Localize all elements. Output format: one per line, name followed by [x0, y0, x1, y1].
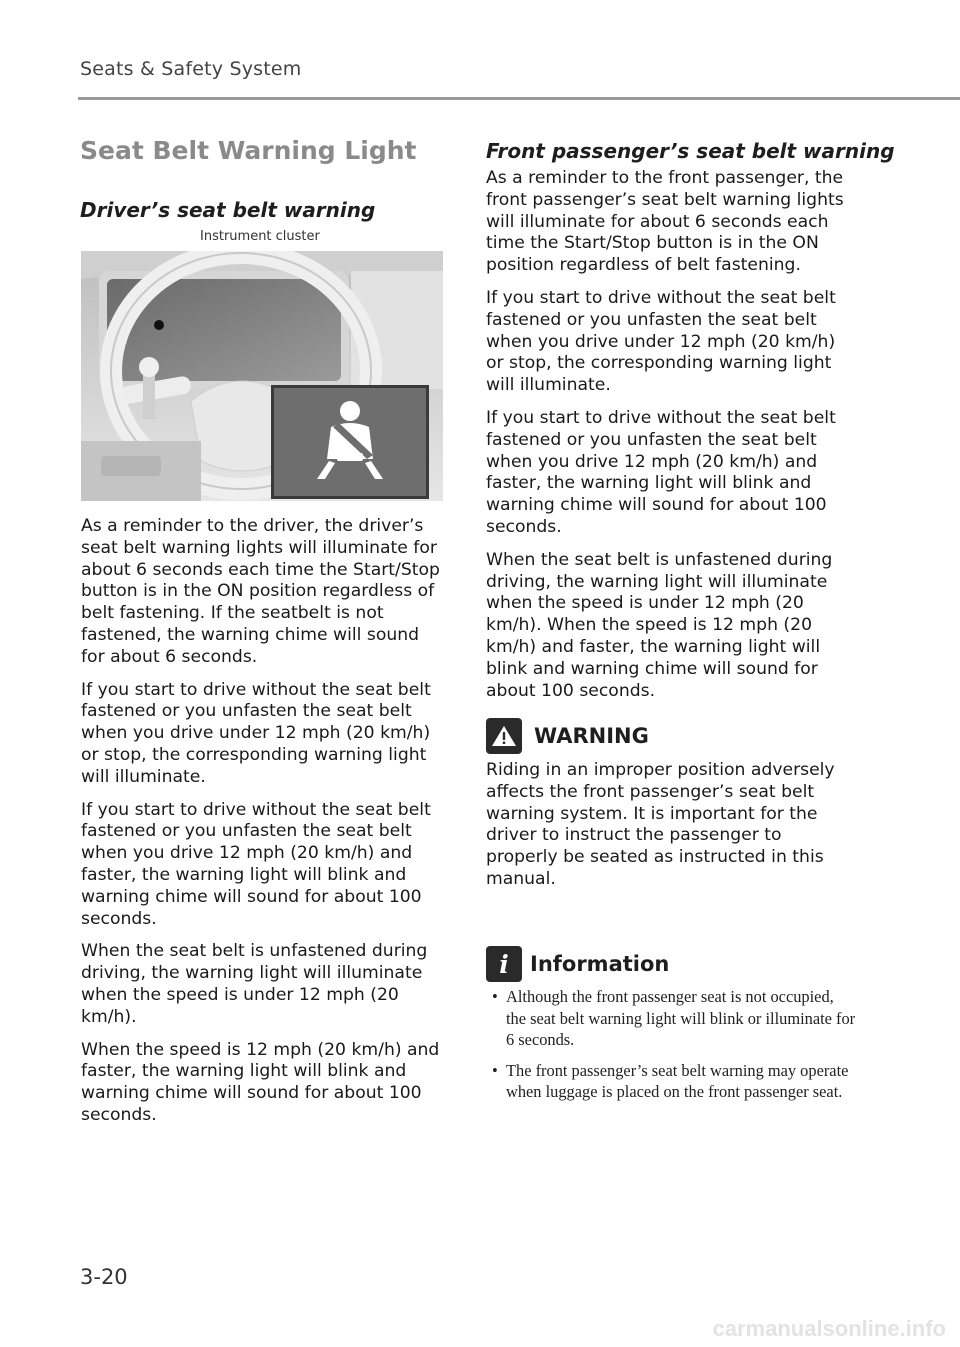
- list-item: • Although the front passenger seat is not occupied, the seat belt warning light will blink or illuminate for 6 seconds.: [492, 987, 856, 1049]
- list-item: • The front passenger’s seat belt warning may operate when luggage is placed on the front passenger seat.: [492, 1060, 849, 1101]
- running-header: Seats & Safety System: [80, 58, 302, 80]
- warning-label: WARNING: [534, 724, 649, 748]
- watermark: carmanualsonline.info: [712, 1316, 946, 1341]
- paragraph: When the seat belt is unfastened during driving, the warning light will illuminate when the speed is under 12 mph (20 km/h). When the speed is 12 mph (20 km/h) and faster, the warning light will blink and warning chime will sound for about 100 seconds.: [486, 549, 833, 701]
- paragraph: Riding in an improper position adversely affects the front passenger’s seat belt warning system. It is important for the driver to instruct the passenger to properly be seated as instructed in this manual.: [486, 760, 835, 889]
- passenger-body-text: [486, 168, 850, 713]
- warning-heading: [486, 718, 649, 754]
- figure-caption: Instrument cluster: [200, 229, 320, 244]
- warning-text: [486, 760, 850, 902]
- paragraph: If you start to drive without the seat belt fastened or you unfasten the seat belt when you drive under 12 mph (20 km/h) or stop, the corresponding warning light will illuminate.: [81, 679, 431, 787]
- paragraph: When the speed is 12 mph (20 km/h) and faster, the warning light will blink and warning chime will sound for about 100 seconds.: [81, 1039, 440, 1125]
- header-divider: [78, 97, 960, 100]
- warning-triangle-icon: [486, 718, 522, 754]
- passenger-subsection-title: Front passenger’s seat belt warning: [486, 139, 895, 163]
- instrument-cluster-image: [81, 251, 443, 501]
- section-title: Seat Belt Warning Light: [80, 136, 417, 165]
- paragraph: If you start to drive without the seat belt fastened or you unfasten the seat belt when you drive 12 mph (20 km/h) and faster, the warning light will blink and warning chime will sound for about 100 seconds.: [81, 799, 431, 929]
- driver-body-text: [81, 516, 443, 1138]
- information-list: [486, 986, 856, 1112]
- information-label: Information: [530, 952, 670, 976]
- paragraph: If you start to drive without the seat belt fastened or you unfasten the seat belt when you drive under 12 mph (20 km/h) or stop, the corresponding warning light will illuminate.: [486, 287, 836, 396]
- driver-subsection-title: Driver’s seat belt warning: [80, 198, 376, 222]
- page-number: 3-20: [80, 1265, 128, 1289]
- paragraph: When the seat belt is unfastened during driving, the warning light will illuminate when the speed is under 12 mph (20 km/h).: [81, 941, 428, 1027]
- information-heading: [486, 946, 669, 982]
- paragraph: If you start to drive without the seat belt fastened or you unfasten the seat belt when you drive 12 mph (20 km/h) and faster, the warning light will blink and warning chime will sound for about 100 seconds.: [486, 407, 836, 537]
- paragraph: As a reminder to the front passenger, the front passenger’s seat belt warning lights will illuminate for about 6 seconds each time the Start/Stop button is in the ON position regardless of belt fastening.: [486, 168, 844, 276]
- paragraph: As a reminder to the driver, the driver’s seat belt warning lights will illuminate for about 6 seconds each time the Start/Stop button is in the ON position regardless of belt fastening. If the seatbelt is not fastened, the warning chime will sound for about 6 seconds.: [81, 516, 440, 667]
- info-icon: i: [486, 946, 522, 982]
